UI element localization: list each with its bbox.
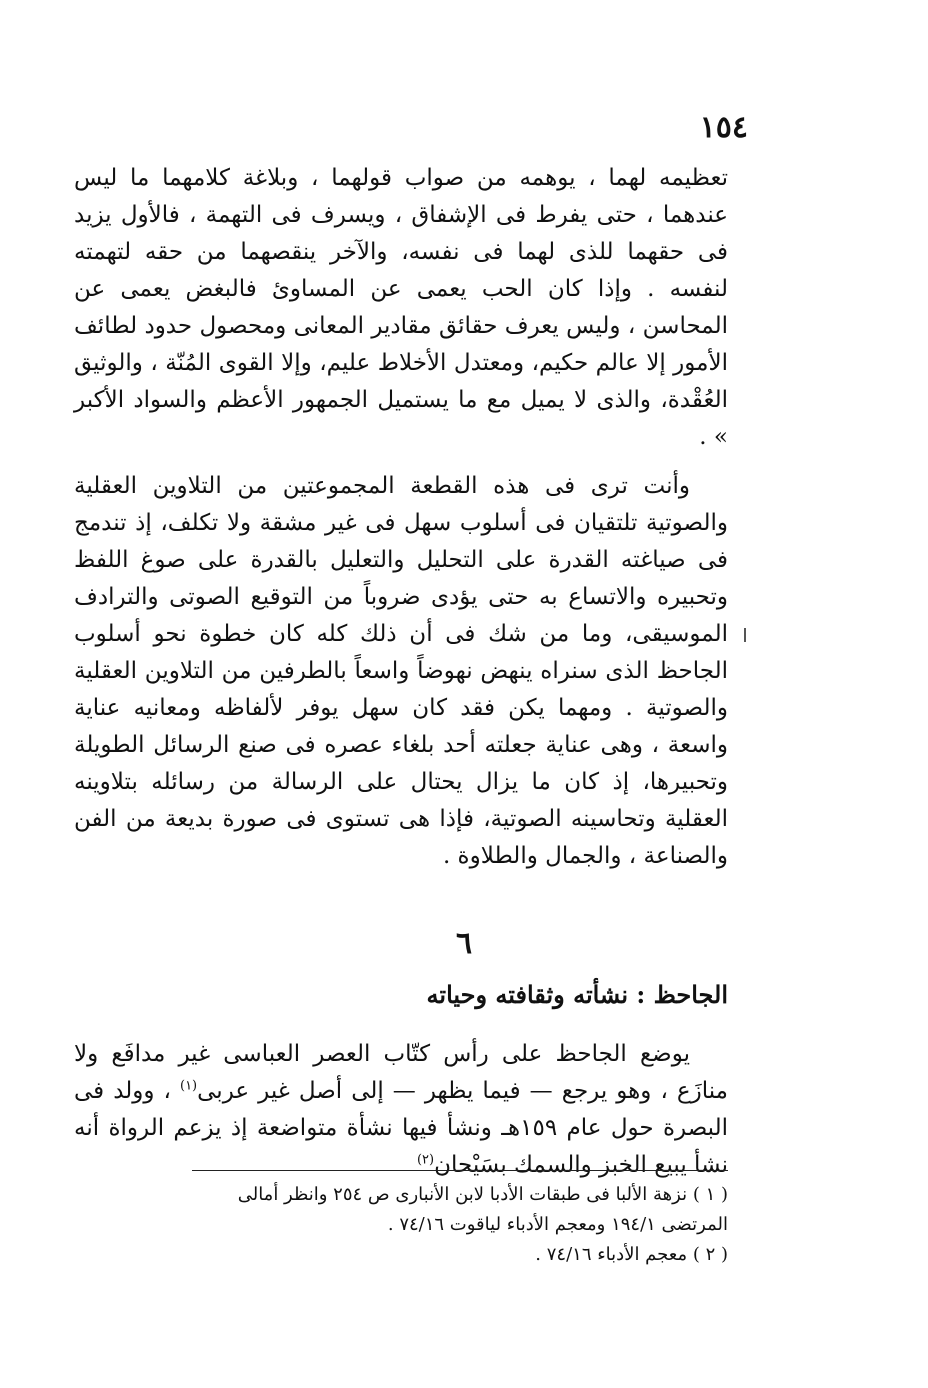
paragraph-quote-continuation (74, 160, 728, 456)
paragraph-text (74, 1036, 728, 1184)
paragraph-analysis (74, 468, 728, 875)
page-number: ١٥٤ (699, 110, 748, 145)
paragraph-text-part: يوضع الجاحظ على رأس كتّاب العصر العباسى غير مدافَع ولا منازَع ، وهو يرجع — فيما يظهر — إلى أصل غير عربى (74, 1041, 728, 1104)
paragraph-text-part: ، وولد فى البصرة حول عام ١٥٩هـ ونشأ فيها نشأة متواضعة إذ يزعم الرواة أنه نشأ يبيع الخبز والسمك بسَيْحان (74, 1078, 728, 1178)
scan-mark (744, 628, 746, 642)
footnote-2: ( ٢ ) معجم الأدباء ٧٤/١٦ . (535, 1244, 728, 1265)
footnote-divider (192, 1170, 728, 1171)
paragraph-text: تعظيمه لهما ، يوهمه من صواب قولهما ، وبلاغة كلامهما ما ليس عندهما ، حتى يفرط فى الإشفاق ، ويسرف فى التهمة ، فالأول يزيد فى حقهما للذى لهما فى نفسه، والآخر ينقصهما من حقه لتهمته لنفسه . وإذا كان الحب يعمى عن المساوئ فالبغض يعمى عن المحاسن ، وليس يعرف حقائق مقادير المعانى ومحصول حدود لطائف الأمور إلا عالم حكيم، ومعتدل الأخلاط عليم، وإلا القوى المُنّة ، والوثيق العُقْدة، والذى لا يميل مع ما يستميل الجمهور الأعظم والسواد الأكبر » . (74, 165, 728, 450)
footnote-ref-2: (٢) (416, 1152, 435, 1168)
footnote-ref-1: (١) (179, 1078, 198, 1094)
section-number: ٦ (455, 926, 473, 961)
paragraph-biography (74, 1036, 728, 1184)
footnotes (192, 1180, 728, 1270)
footnote-1: ( ١ ) نزهة الألبا فى طبقات الأدبا لابن الأنبارى ص ٢٥٤ وانظر أمالى المرتضى ١٩٤/١ ومعجم الأدباء لياقوت ٧٤/١٦ . (237, 1184, 728, 1235)
paragraph-text: وأنت ترى فى هذه القطعة المجموعتين من التلاوين العقلية والصوتية تلتقيان فى أسلوب سهل فى غير مشقة ولا تكلف، إذ تندمج فى صياغته القدرة على التحليل والتعليل بالقدرة على صوغ اللفظ وتحبيره والاتساع به حتى يؤدى ضروباً من التوقيع الصوتى والترادف الموسيقى، وما من شك فى أن ذلك كله كان خطوة نحو أسلوب الجاحظ الذى سنراه ينهض نهوضاً واسعاً بالطرفين من التلاوين العقلية والصوتية . ومهما يكن فقد كان سهل يوفر لألفاظه ومعانيه عناية واسعة ، وهى عناية جعلته أحد بلغاء عصره فى صنع الرسائل الطويلة وتحبيرها، إذ كان ما يزال يحتال على الرسالة من رسائله بتلاوينه العقلية وتحاسينه الصوتية، فإذا هى تستوى فى صورة بديعة من الفن والصناعة ، والجمال والطلاوة . (74, 473, 728, 869)
section-heading: الجاحظ : نشأته وثقافته وحياته (426, 980, 728, 1009)
